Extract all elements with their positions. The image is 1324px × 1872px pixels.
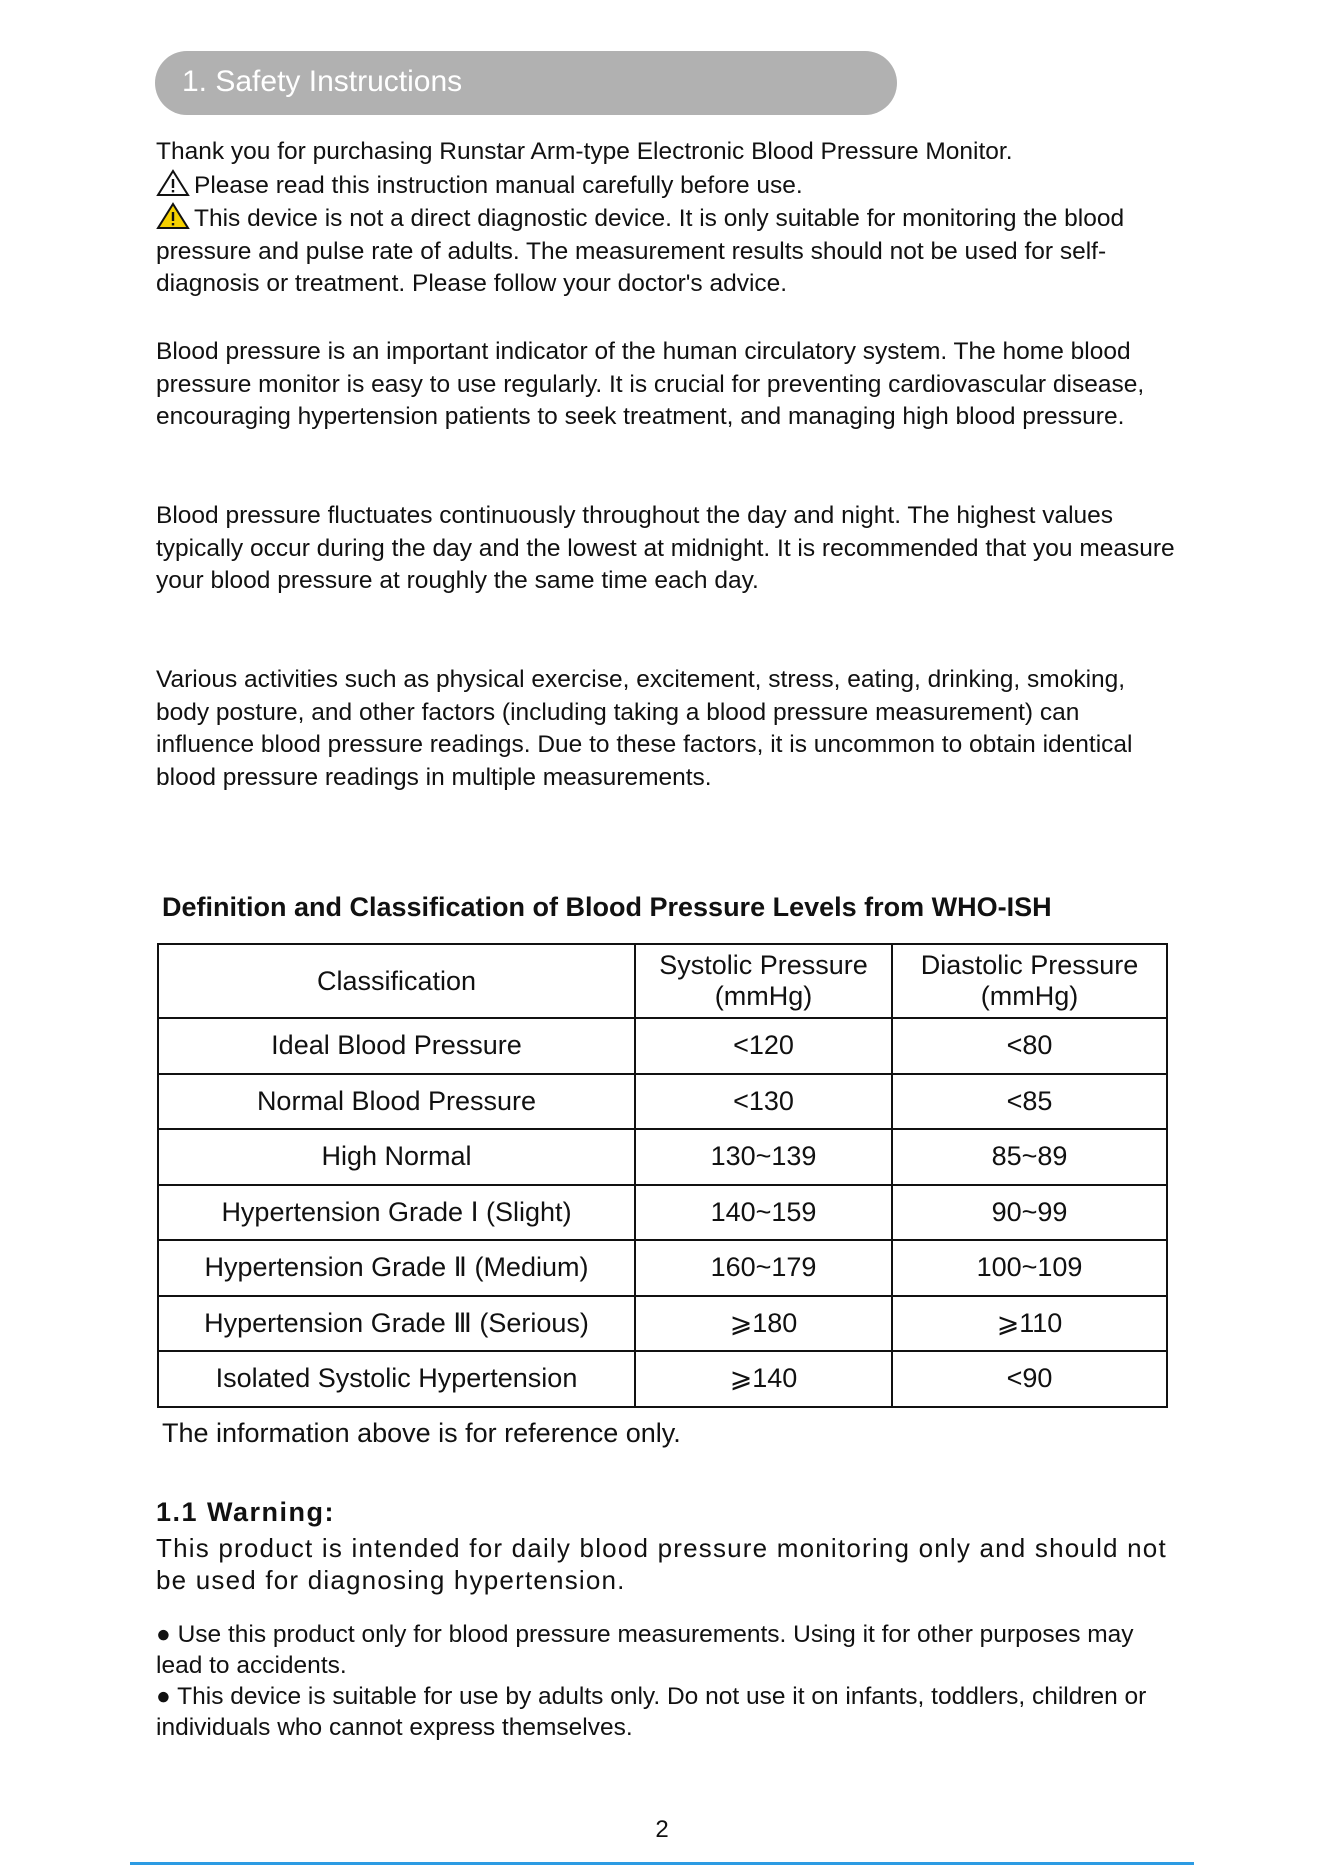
paragraph-blood-pressure [156, 336, 1176, 434]
table-row [158, 1129, 1167, 1185]
table-row [158, 1351, 1167, 1407]
section-title: 1. Safety Instructions [182, 65, 463, 98]
warning-text: This device is not a direct diagnostic device. It is only suitable for monitoring the blood pressure and pulse rate of adults. The measurement results should not be used for self-diagnosis or treatment. Please follow your doctor's advice. [156, 205, 1125, 297]
table-cell: ⩾140 [635, 1351, 892, 1407]
section-header-bar [155, 51, 897, 115]
bullet-item [156, 1619, 1186, 1681]
table-row [158, 1240, 1167, 1296]
intro-block [156, 136, 1176, 301]
table-row [158, 1074, 1167, 1130]
table-row [158, 1018, 1167, 1074]
table-cell: <130 [635, 1074, 892, 1130]
warning-triangle-icon [156, 202, 190, 230]
header-cell: Systolic Pressure (mmHg) [635, 944, 892, 1018]
table-cell: 90~99 [892, 1185, 1167, 1241]
table-cell: ⩾110 [892, 1296, 1167, 1352]
table-header-row [158, 944, 1167, 1018]
bullet-dot-icon: ● [156, 1621, 178, 1648]
table-cell: 140~159 [635, 1185, 892, 1241]
table-cell: <85 [892, 1074, 1167, 1130]
warning-description: This product is intended for daily blood pressure monitoring only and should not be used for diagnosing hypertension. [156, 1533, 1167, 1595]
classification-table [157, 943, 1168, 1408]
bullet-dot-icon: ● [156, 1683, 178, 1710]
table-cell: ⩾180 [635, 1296, 892, 1352]
table-cell: 130~139 [635, 1129, 892, 1185]
table-row [158, 1185, 1167, 1241]
table-cell: Normal Blood Pressure [158, 1074, 635, 1130]
paragraph-text: Various activities such as physical exercise, excitement, stress, eating, drinking, smoking, body posture, and other factors (including taking a blood pressure measurement) can influence blood pressure readings. Due to these factors, it is uncommon to obtain identical blood pressure readings in multiple measurements. [156, 666, 1133, 791]
intro-warning [156, 202, 1176, 301]
table-cell: Ideal Blood Pressure [158, 1018, 635, 1074]
header-cell: Classification [158, 944, 635, 1018]
warning-bullet-list [156, 1619, 1186, 1743]
bullet-text: Use this product only for blood pressure measurements. Using it for other purposes may lead to accidents. [156, 1621, 1134, 1679]
paragraph-text: Blood pressure is an important indicator of the human circulatory system. The home blood pressure monitor is easy to use regularly. It is crucial for preventing cardiovascular disease, encouraging hypertension patients to seek treatment, and managing high blood pressure. [156, 338, 1145, 430]
warning-heading: 1.1 Warning: [156, 1497, 336, 1527]
table-cell: 85~89 [892, 1129, 1167, 1185]
bullet-item [156, 1681, 1186, 1743]
intro-caution [156, 169, 1176, 203]
bullet-text: This device is suitable for use by adults only. Do not use it on infants, toddlers, children or individuals who cannot express themselves. [156, 1683, 1147, 1741]
table-cell: 160~179 [635, 1240, 892, 1296]
caution-text: Please read this instruction manual carefully before use. [194, 171, 803, 199]
table-title: Definition and Classification of Blood Pressure Levels from WHO-ISH [162, 892, 1052, 922]
table-cell: Hypertension Grade Ⅰ (Slight) [158, 1185, 635, 1241]
page-number: 2 [655, 1816, 669, 1843]
footer-divider [130, 1862, 1194, 1865]
table-row [158, 1296, 1167, 1352]
table-cell: Hypertension Grade Ⅲ (Serious) [158, 1296, 635, 1352]
table-cell: <120 [635, 1018, 892, 1074]
paragraph-text: Blood pressure fluctuates continuously throughout the day and night. The highest values typically occur during the day and the lowest at midnight. It is recommended that you measure your blood pressure at roughly the same time each day. [156, 502, 1175, 594]
table-cell: <80 [892, 1018, 1167, 1074]
header-cell: Diastolic Pressure (mmHg) [892, 944, 1167, 1018]
intro-thanks: Thank you for purchasing Runstar Arm-type Electronic Blood Pressure Monitor. [156, 138, 1013, 165]
table-cell: 100~109 [892, 1240, 1167, 1296]
table-note: The information above is for reference only. [162, 1418, 681, 1448]
paragraph-fluctuation [156, 500, 1176, 598]
caution-triangle-icon [156, 169, 190, 197]
paragraph-activities [156, 664, 1176, 794]
table-cell: High Normal [158, 1129, 635, 1185]
table-cell: Isolated Systolic Hypertension [158, 1351, 635, 1407]
table-cell: Hypertension Grade Ⅱ (Medium) [158, 1240, 635, 1296]
table-cell: <90 [892, 1351, 1167, 1407]
